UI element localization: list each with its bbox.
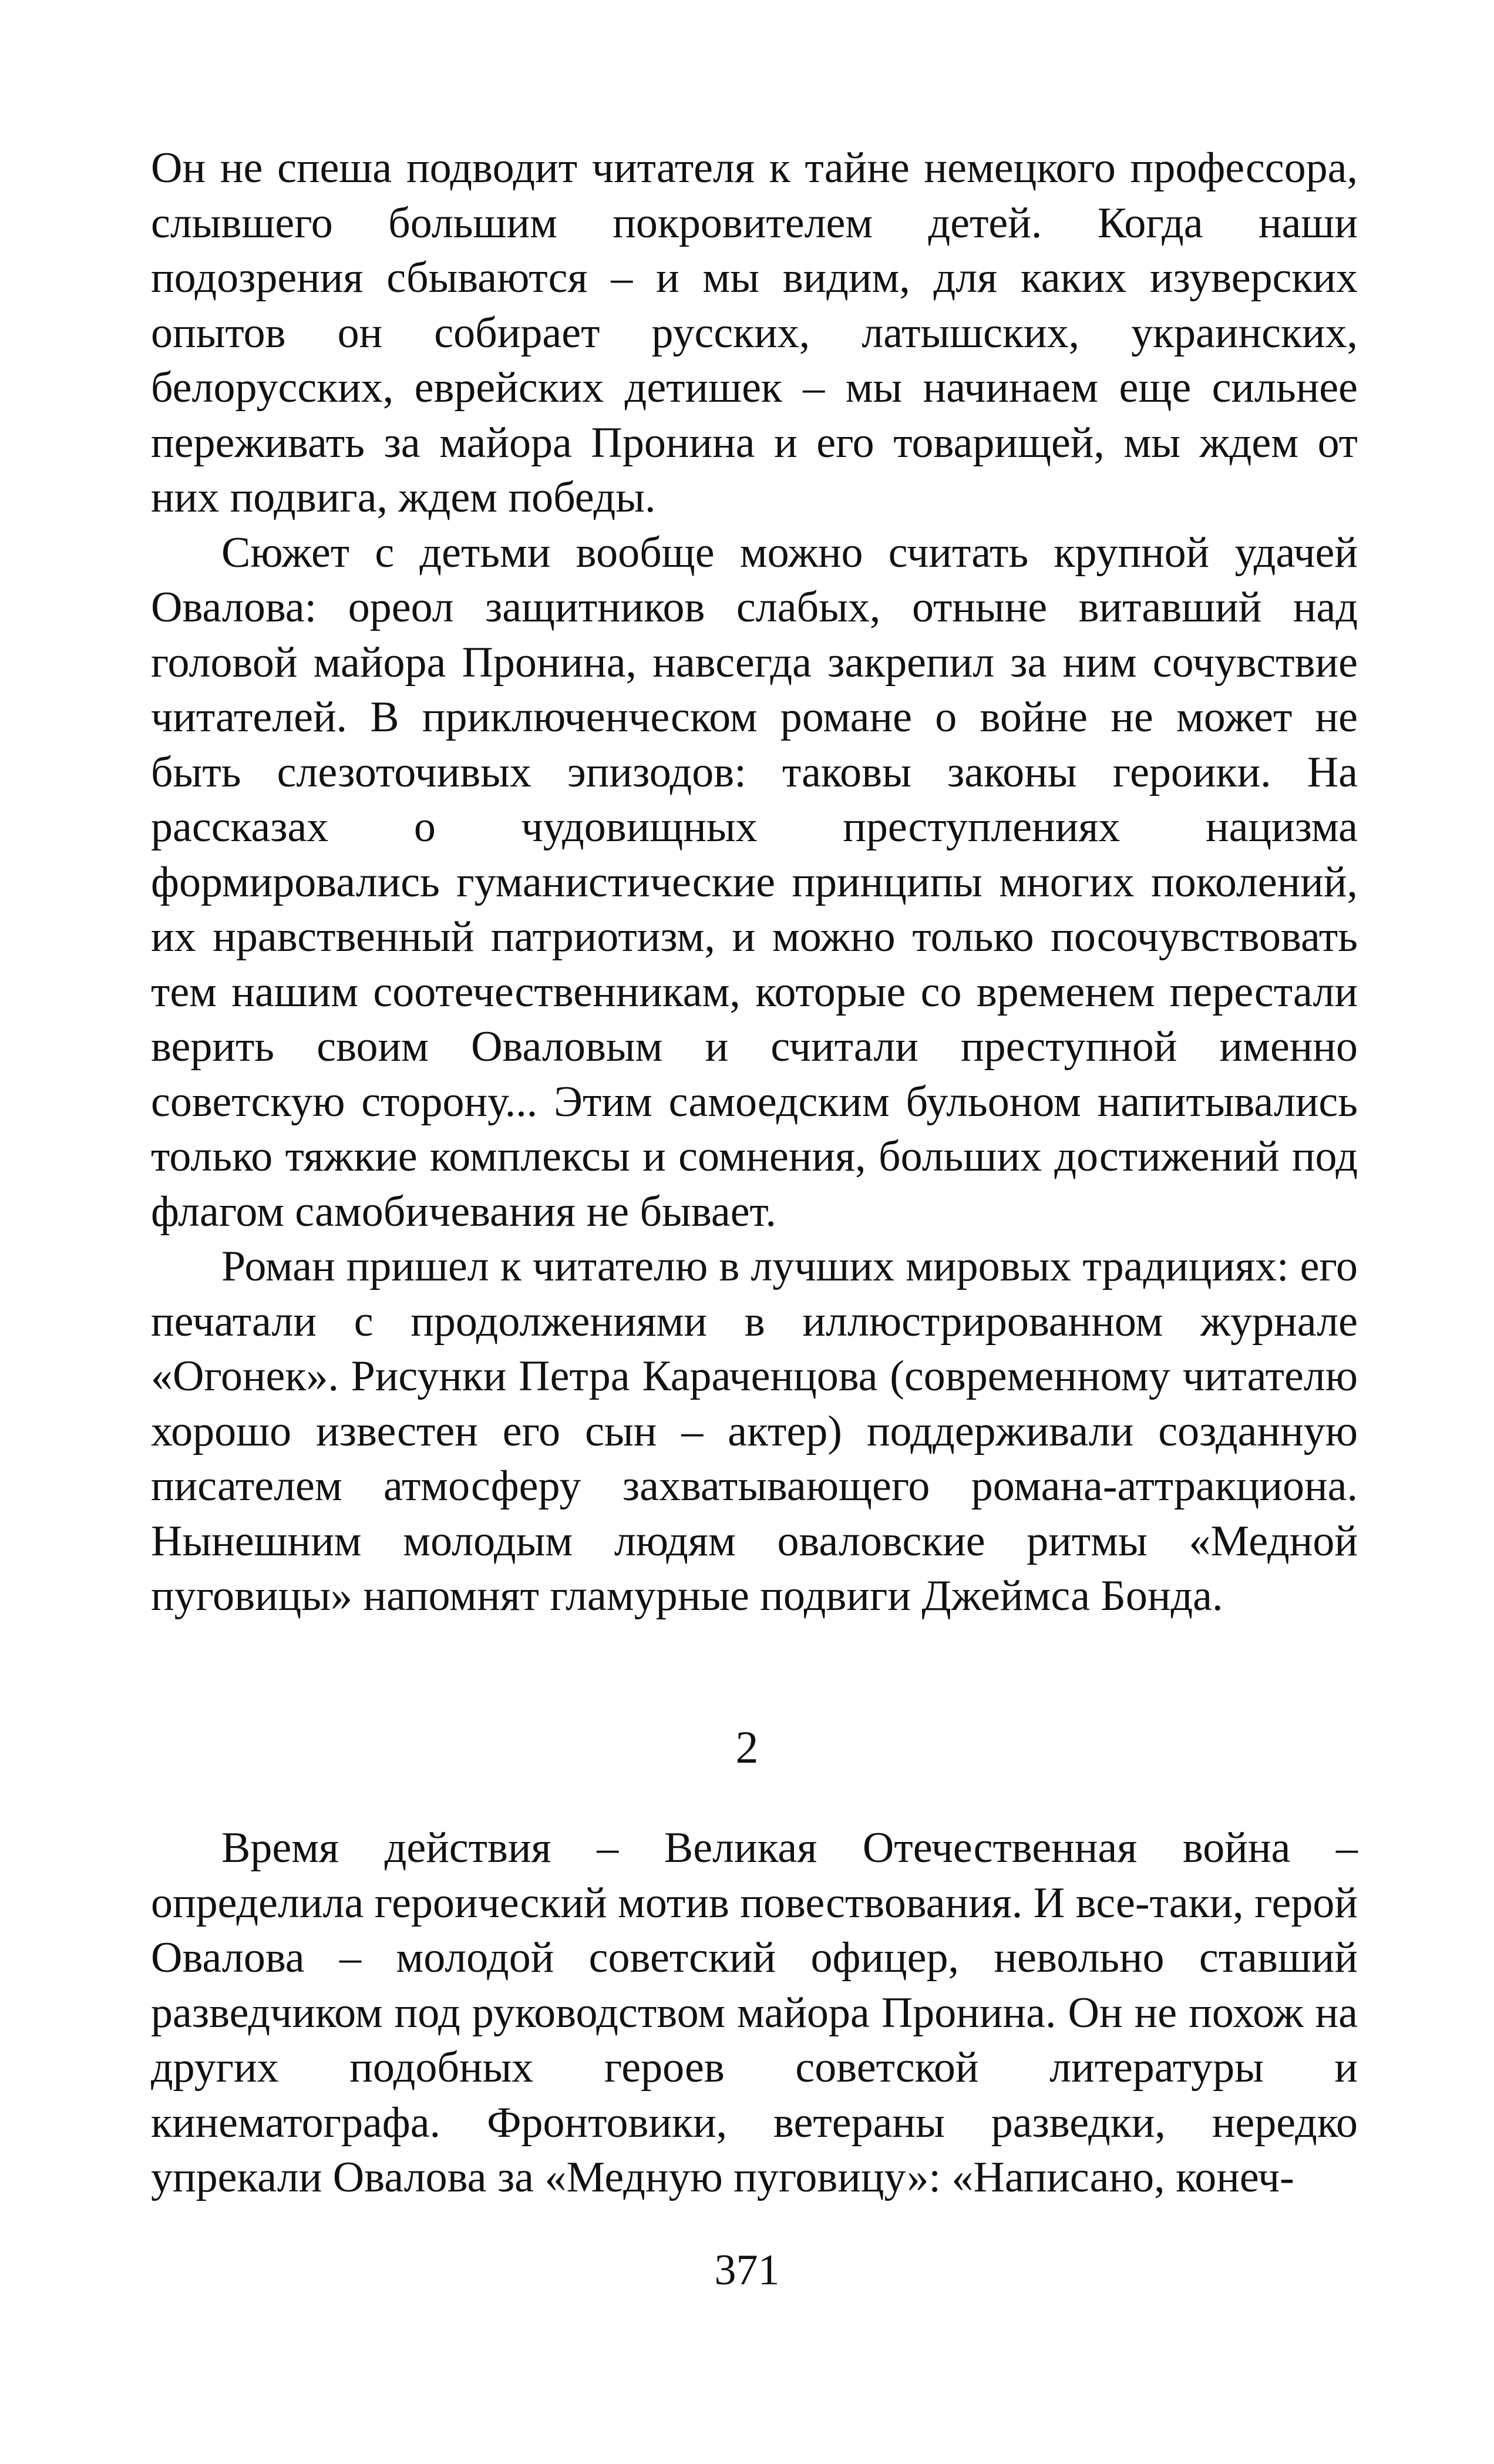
bottom-text-block (151, 1821, 1358, 2206)
top-text-block (151, 141, 1358, 1624)
page-number: 371 (714, 2246, 780, 2294)
paragraph: Роман пришел к читателю в лучших мировых традициях: его печатали с продолжениями в иллюстрированном журнале «Огонек». Рисунки Петра Караченцова (современному читателю хорошо известен его сын – актер) поддерживали созданную писателем атмосферу захватывающего романа-аттракциона. Нынешним молодым людям оваловские ритмы «Медной пуговицы» напомнят гламурные подвиги Джеймса Бонда. (151, 1242, 1358, 1620)
paragraph: Сюжет с детьми вообще можно считать крупной удачей Овалова: ореол защитников слабых, отныне витавший над головой майора Пронина, навсегда закрепил за ним сочувствие читателей. В приключенческом романе о войне не может не быть слезоточивых эпизодов: таковы законы героики. На рассказах о чудовищных преступлениях нацизма формировались гуманистические принципы многих поколений, их нравственный патриотизм, и можно только посочувствовать тем нашим соотечественникам, которые со временем перестали верить своим Оваловым и считали преступной именно советскую сторону... Этим самоедским бульоном напитывались только тяжкие комплексы и сомнения, больших достижений под флагом самобичевания не бывает. (151, 528, 1358, 1236)
paragraph-continued: Он не спеша подводит читателя к тайне немецкого профессора, слывшего большим покровителем детей. Когда наши подозрения сбываются – и мы видим, для каких изуверских опытов он собирает русских, латышских, украинских, белорусских, еврейских детишек – мы начинаем еще сильнее переживать за майора Пронина и его товарищей, мы ждем от них подвига, ждем победы. (151, 144, 1358, 522)
section-number: 2 (735, 1722, 759, 1773)
paragraph: Время действия – Великая Отечественная война – определила героический мотив повествования. И все-таки, герой Овалова – молодой советский офицер, невольно ставший разведчиком под руководством майора Пронина. Он не похож на других подобных героев советской литературы и кинематографа. Фронтовики, ветераны разведки, нередко упрекали Овалова за «Медную пуговицу»: «Написано, конеч- (151, 1824, 1358, 2201)
